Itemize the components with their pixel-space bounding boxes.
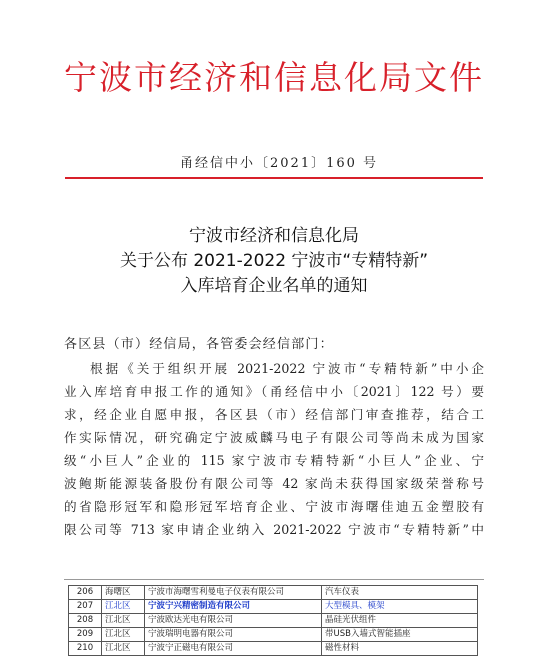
notice-title [0,224,548,299]
row-number-cell: 210 [69,642,102,656]
company-cell: 宁波欧达光电有限公司 [145,614,322,628]
table-row [69,628,478,642]
company-cell: 宁波市海曙雪利曼电子仪表有限公司 [145,586,322,600]
company-cell: 宁波宁兴精密制造有限公司 [145,600,322,614]
red-divider-line [65,177,483,179]
company-list-table [68,585,478,656]
body-line: 作实际情况，研究确定宁波威麟马电子有限公司等尚未成为国家 [64,430,484,445]
district-cell: 江北区 [102,614,145,628]
body-line: 根据《关于组织开展 2021-2022 宁波市“专精特新”中小企 [90,361,484,376]
greeting-line: 各区县（市）经信局，各管委会经信部门： [64,337,334,352]
body-paragraph [64,357,484,541]
product-cell: 带USB入墙式智能插座 [322,628,478,642]
table-row [69,614,478,628]
body-line: 限公司等 713 家申请企业纳入 2021-2022 宁波市“专精特新”中 [64,522,484,537]
company-cell: 宁波瑞明电器有限公司 [145,628,322,642]
row-number-cell: 209 [69,628,102,642]
page-break-line [64,579,484,580]
district-cell: 江北区 [102,642,145,656]
row-number-cell: 206 [69,586,102,600]
product-cell: 磁性材料 [322,642,478,656]
notice-title-line: 宁波市经济和信息化局 [189,226,359,246]
product-cell: 大型模具、模架 [322,600,478,614]
body-line: 波鲍斯能源装备股份有限公司等 42 家尚未获得国家级荣誉称号 [64,476,484,491]
body-line: 的省隐形冠军和隐形冠军培育企业、宁波市海曙佳迪五金塑胶有 [64,499,484,514]
document-header-title: 宁波市经济和信息化局文件 [64,58,484,97]
district-cell: 海曙区 [102,586,145,600]
district-cell: 江北区 [102,600,145,614]
table-row [69,642,478,656]
table-row [69,586,478,600]
product-cell: 汽车仪表 [322,586,478,600]
body-line: 级“小巨人”企业的 115 家宁波市专精特新“小巨人”企业、宁 [64,453,484,468]
document-number: 甬经信中小〔2021〕160 号 [180,156,379,171]
body-line: 业入库培育申报工作的通知》（甬经信中小〔2021〕122 号）要 [64,384,484,399]
district-cell: 江北区 [102,628,145,642]
notice-title-line: 入库培育企业名单的通知 [180,276,368,296]
product-cell: 晶硅光伏组件 [322,614,478,628]
table-row [69,600,478,614]
row-number-cell: 208 [69,614,102,628]
company-cell: 宁波宁正磁电有限公司 [145,642,322,656]
body-line: 求，经企业自愿申报，各区县（市）经信部门审查推荐，结合工 [64,407,484,422]
row-number-cell: 207 [69,600,102,614]
notice-title-line: 关于公布 2021-2022 宁波市“专精特新” [119,251,429,271]
